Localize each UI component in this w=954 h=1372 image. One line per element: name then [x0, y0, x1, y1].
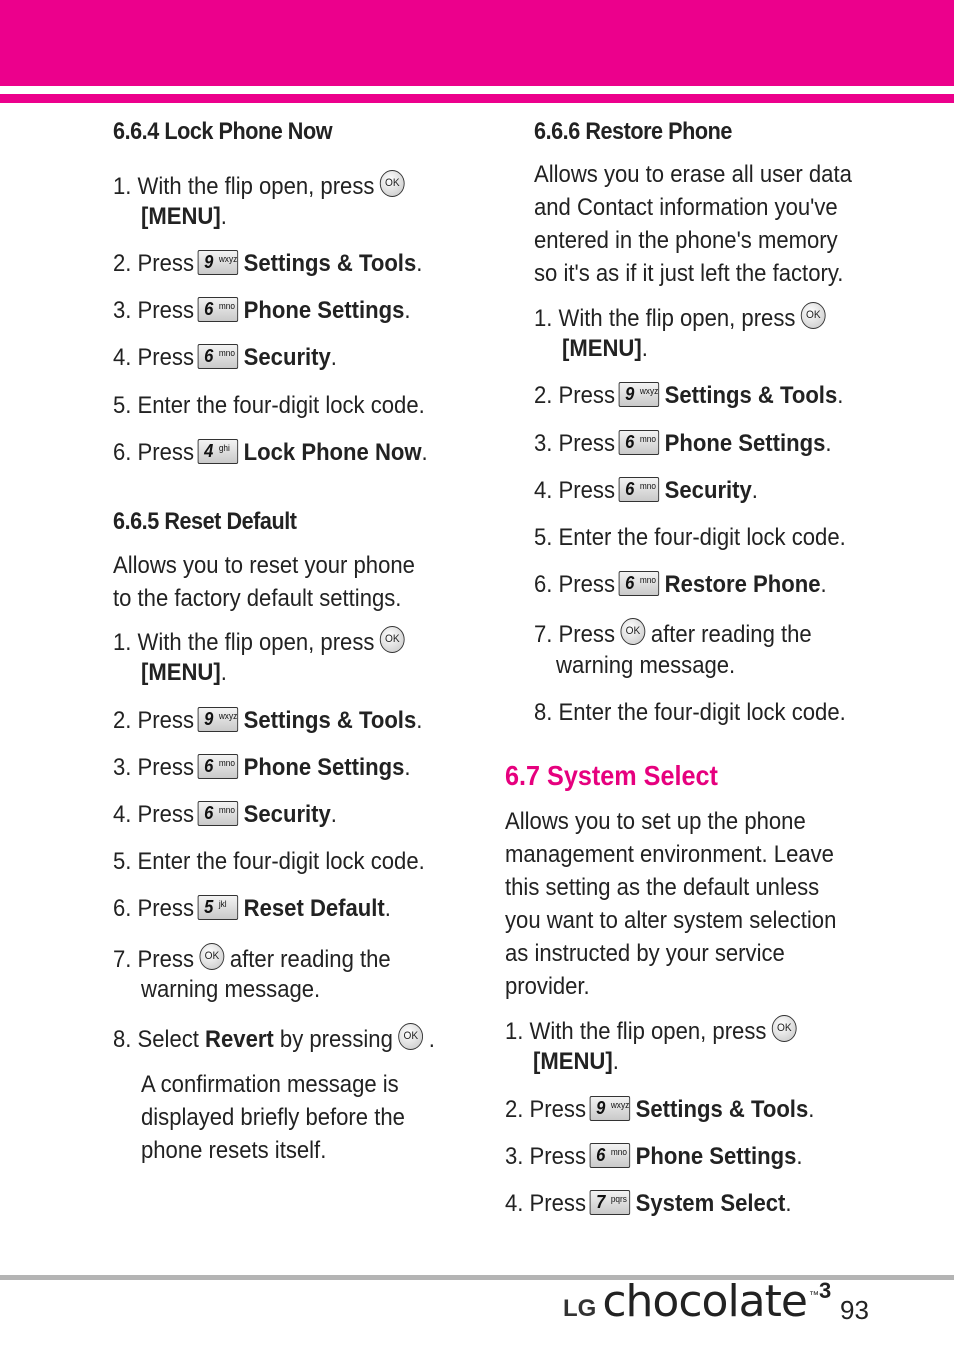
step-4: 4. Press 6 mno Security.	[113, 801, 337, 828]
lg-chocolate-logo: LG chocolate ™3	[563, 1276, 832, 1327]
section-heading: 6.6.5 Reset Default	[113, 508, 297, 535]
key-6-icon: 6 mno	[198, 801, 238, 826]
step-7: 7. Press OK after reading the	[534, 618, 812, 649]
step-3: 3. Press 6 mno Phone Settings.	[534, 430, 832, 457]
ok-key-icon: OK	[398, 1023, 423, 1050]
step-6: 6. Press 5 jkl Reset Default.	[113, 895, 391, 922]
step-8: 8. Select Revert by pressing OK .	[113, 1023, 435, 1054]
key-6-icon: 6 mno	[619, 477, 659, 502]
step-3: 3. Press 6 mno Phone Settings.	[113, 297, 411, 324]
key-4-icon: 4 ghi	[198, 439, 238, 464]
step-4: 4. Press 6 mno Security.	[113, 344, 337, 371]
step-5: 5. Enter the four-digit lock code.	[113, 392, 425, 419]
step-4: 4. Press 6 mno Security.	[534, 477, 758, 504]
step-1: 1. With the flip open, press OK	[113, 626, 410, 657]
key-6-icon: 6 mno	[198, 344, 238, 369]
key-6-icon: 6 mno	[198, 297, 238, 322]
step-8: 8. Enter the four-digit lock code.	[534, 699, 846, 726]
step-6: 6. Press 6 mno Restore Phone.	[534, 571, 827, 598]
step-2: 2. Press 9 wxyz Settings & Tools.	[534, 382, 844, 409]
intro-paragraph: Allows you to set up the phone management environment. Leave this setting as the default unless you want to alter system selection as instructed by your service provider.	[505, 808, 837, 1000]
step-6: 6. Press 4 ghi Lock Phone Now.	[113, 439, 428, 466]
section-heading: 6.6.4 Lock Phone Now	[113, 118, 333, 145]
ok-key-icon: OK	[200, 943, 225, 970]
step-1-line2: [MENU].	[141, 659, 227, 686]
step-7-line2: warning message.	[556, 652, 736, 679]
intro-paragraph: Allows you to erase all user data and Contact information you've entered in the phone's memory so it's as if it just left the factory.	[534, 161, 852, 287]
key-9-icon: 9 wxyz	[198, 707, 238, 732]
header-band	[0, 0, 954, 86]
ok-key-icon: OK	[801, 302, 826, 329]
header-rule	[0, 94, 954, 103]
key-6-icon: 6 mno	[619, 430, 659, 455]
key-6-icon: 6 mno	[198, 754, 238, 779]
step-2: 2. Press 9 wxyz Settings & Tools.	[505, 1096, 815, 1123]
step-4: 4. Press 7 pqrs System Select.	[505, 1190, 792, 1217]
section-6-6-5	[113, 508, 317, 536]
step-1-line2: [MENU].	[141, 203, 227, 230]
step-5: 5. Enter the four-digit lock code.	[113, 848, 425, 875]
step-2: 2. Press 9 wxyz Settings & Tools.	[113, 707, 423, 734]
ok-key-icon: OK	[772, 1015, 797, 1042]
confirmation-note: A confirmation message is displayed briefly before the phone resets itself.	[141, 1071, 405, 1164]
section-6-6-6	[534, 118, 754, 146]
ok-key-icon: OK	[621, 618, 646, 645]
intro-paragraph: Allows you to reset your phone to the factory default settings.	[113, 552, 415, 612]
ok-key-icon: OK	[380, 626, 405, 653]
section-title-system-select: 6.7 System Select	[505, 760, 718, 791]
section-6-6-4	[113, 118, 356, 146]
step-1: 1. With the flip open, press OK	[113, 170, 410, 201]
key-5-icon: 5 jkl	[198, 895, 238, 920]
key-7-icon: 7 pqrs	[590, 1190, 630, 1215]
step-2: 2. Press 9 wxyz Settings & Tools.	[113, 250, 423, 277]
step-1-line2: [MENU].	[562, 335, 648, 362]
step-7: 7. Press OK after reading the	[113, 943, 391, 974]
step-3: 3. Press 6 mno Phone Settings.	[113, 754, 411, 781]
key-6-icon: 6 mno	[619, 571, 659, 596]
section-heading: 6.6.6 Restore Phone	[534, 118, 732, 145]
step-1-line2: [MENU].	[533, 1048, 619, 1075]
step-5: 5. Enter the four-digit lock code.	[534, 524, 846, 551]
key-9-icon: 9 wxyz	[590, 1096, 630, 1121]
key-6-icon: 6 mno	[590, 1143, 630, 1168]
step-7-line2: warning message.	[141, 976, 321, 1003]
step-1: 1. With the flip open, press OK	[534, 302, 831, 333]
page-number: 93	[840, 1295, 869, 1325]
step-3: 3. Press 6 mno Phone Settings.	[505, 1143, 803, 1170]
ok-key-icon: OK	[380, 170, 405, 197]
key-9-icon: 9 wxyz	[198, 250, 238, 275]
step-1: 1. With the flip open, press OK	[505, 1015, 802, 1046]
key-9-icon: 9 wxyz	[619, 382, 659, 407]
